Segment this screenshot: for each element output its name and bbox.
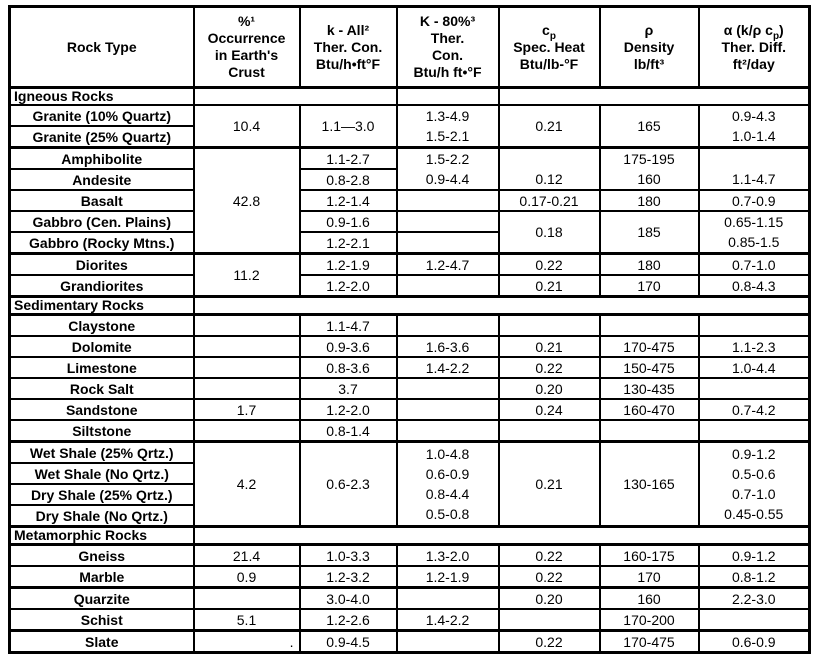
cell-line: 1.0-1.4 (731, 128, 776, 144)
value-cell: 0.20 (499, 588, 600, 610)
rock-name-cell: Gneiss (10, 545, 194, 567)
col-header-occurrence (194, 7, 300, 88)
cell-line: 1.5-2.1 (425, 128, 470, 144)
value-cell: 0.9-1.6 (300, 211, 397, 232)
value-cell: 160-175 (600, 545, 699, 567)
value-cell: 1.2-4.7 (397, 254, 499, 276)
value-cell: 1.4-2.2 (397, 609, 499, 631)
value-cell: 1.2-3.2 (300, 566, 397, 588)
col-header-density (600, 7, 699, 88)
rock-name-cell: Wet Shale (25% Qrtz.) (10, 442, 194, 464)
value-cell: 170 (600, 566, 699, 588)
value-cell (397, 631, 499, 653)
value-cell (397, 588, 499, 610)
header-line: Rock Type (66, 38, 137, 55)
header-line: Con. (431, 47, 464, 63)
rock-name-cell: Dry Shale (No Qrtz.) (10, 505, 194, 527)
header-line: lb/ft³ (633, 55, 665, 72)
cell-line: 1.3-4.9 (425, 108, 470, 124)
value-cell (194, 315, 300, 337)
cell-line: 0.45-0.55 (724, 506, 784, 522)
value-cell (699, 148, 810, 191)
col-header-thermal-diffusivity (699, 7, 810, 88)
value-cell: 1.2-1.9 (300, 254, 397, 276)
value-cell: 0.8-1.2 (699, 566, 810, 588)
row-marble (10, 566, 810, 588)
value-cell (194, 588, 300, 610)
col-header-rock-type (10, 7, 194, 88)
value-cell: 0.22 (499, 631, 600, 653)
value-cell (397, 442, 499, 527)
value-cell: . (194, 631, 300, 653)
rock-name-cell: Rock Salt (10, 378, 194, 399)
cell-line: 0.9-1.2 (731, 446, 776, 462)
value-cell: 1.1-2.7 (300, 148, 397, 170)
value-cell (499, 420, 600, 442)
cell-line: 0.7-1.0 (731, 486, 776, 502)
value-cell: 0.8-3.6 (300, 357, 397, 378)
value-cell: 180 (600, 254, 699, 276)
value-cell (699, 378, 810, 399)
subscript: p (772, 30, 780, 42)
cell-line (500, 149, 599, 169)
row-rock-salt (10, 378, 810, 399)
value-cell: 42.8 (194, 148, 300, 254)
value-cell: 0.9-1.2 (699, 545, 810, 567)
row-section-sedimentary (10, 297, 810, 315)
row-sandstone (10, 399, 810, 420)
value-cell: 1.2-2.0 (300, 275, 397, 297)
rock-name-cell: Slate (10, 631, 194, 653)
subscript: p (549, 30, 556, 42)
value-cell (699, 442, 810, 527)
rock-name-cell: Dolomite (10, 336, 194, 357)
header-line: $c_p$ (542, 21, 556, 42)
row-limestone (10, 357, 810, 378)
header-line: %¹ (237, 13, 256, 29)
value-cell: 21.4 (194, 545, 300, 567)
cell-line: 0.85-1.5 (728, 234, 780, 250)
rock-name-cell: Schist (10, 609, 194, 631)
value-cell (194, 88, 397, 106)
value-cell: 1.1—3.0 (300, 105, 397, 148)
value-cell (699, 105, 810, 148)
value-cell: 170-475 (600, 631, 699, 653)
value-cell: 130-435 (600, 378, 699, 399)
value-cell: 170-475 (600, 336, 699, 357)
value-cell (499, 609, 600, 631)
rock-name-cell: Andesite (10, 169, 194, 190)
value-cell (699, 420, 810, 442)
row-slate (10, 631, 810, 653)
row-claystone (10, 315, 810, 337)
value-cell (699, 211, 810, 254)
row-siltstone (10, 420, 810, 442)
cell-line (700, 149, 809, 169)
value-cell: 0.21 (499, 105, 600, 148)
row-basalt (10, 190, 810, 211)
table-header (10, 7, 810, 88)
cell-line: 1.5-2.2 (425, 151, 470, 167)
value-cell: 0.8-4.3 (699, 275, 810, 297)
header-line: Ther. Con. (313, 38, 383, 55)
value-cell: 160-470 (600, 399, 699, 420)
value-cell: 0.6-2.3 (300, 442, 397, 527)
header-line: Crust (228, 64, 265, 80)
row-gabbro-cen-plains (10, 211, 810, 232)
value-cell: 0.21 (499, 275, 600, 297)
rock-name-cell: Amphibolite (10, 148, 194, 170)
rock-name-cell: Wet Shale (No Qrtz.) (10, 463, 194, 484)
rock-name-cell: Gabbro (Rocky Mtns.) (10, 232, 194, 254)
row-quarzite (10, 588, 810, 610)
rock-name-cell: Claystone (10, 315, 194, 337)
value-cell: 0.22 (499, 566, 600, 588)
value-cell: 1.2-1.9 (397, 566, 499, 588)
value-cell: 1.2-2.1 (300, 232, 397, 254)
value-cell: 170 (600, 275, 699, 297)
header-line: in Earth's (214, 47, 279, 63)
cell-line: 0.12 (535, 171, 563, 187)
value-cell (397, 105, 499, 148)
value-cell: 170-200 (600, 609, 699, 631)
cell-line: 0.5-0.8 (425, 506, 470, 522)
col-header-k-80 (397, 7, 499, 88)
value-cell: 0.22 (499, 254, 600, 276)
value-cell: 0.22 (499, 545, 600, 567)
rock-name-cell: Grandiorites (10, 275, 194, 297)
value-cell: 1.2-2.6 (300, 609, 397, 631)
header-line: K - 80%³ (419, 13, 476, 29)
section-label-cell: Metamorphic Rocks (10, 527, 194, 545)
value-cell (397, 275, 499, 297)
value-cell (194, 378, 300, 399)
row-section-igneous (10, 88, 810, 106)
cell-line: 1.1-4.7 (731, 171, 776, 187)
value-cell: 0.22 (499, 357, 600, 378)
value-cell: 0.17-0.21 (499, 190, 600, 211)
value-cell: 0.6-0.9 (699, 631, 810, 653)
row-diorites (10, 254, 810, 276)
value-cell: 1.0-4.4 (699, 357, 810, 378)
value-cell: 1.2-1.4 (300, 190, 397, 211)
header-row (10, 7, 810, 88)
value-cell: 0.20 (499, 378, 600, 399)
rock-name-cell: Limestone (10, 357, 194, 378)
value-cell (499, 315, 600, 337)
value-cell (699, 609, 810, 631)
row-grandiorites (10, 275, 810, 297)
rock-name-cell: Granite (10% Quartz) (10, 105, 194, 126)
rock-thermal-properties-table (8, 5, 811, 654)
row-wet-shale-25-qrtz (10, 442, 810, 464)
value-cell: 1.1-4.7 (300, 315, 397, 337)
value-cell: 2.2-3.0 (699, 588, 810, 610)
value-cell (194, 527, 810, 545)
header-line: Density (623, 38, 675, 55)
value-cell: 1.0-3.3 (300, 545, 397, 567)
value-cell: 1.6-3.6 (397, 336, 499, 357)
value-cell (397, 399, 499, 420)
rock-name-cell: Siltstone (10, 420, 194, 442)
row-granite-10-quartz (10, 105, 810, 126)
value-cell: 1.3-2.0 (397, 545, 499, 567)
value-cell: 3.0-4.0 (300, 588, 397, 610)
value-cell: 5.1 (194, 609, 300, 631)
header-line: ft²/day (732, 55, 775, 72)
value-cell (397, 190, 499, 211)
value-cell: 180 (600, 190, 699, 211)
col-header-spec-heat (499, 7, 600, 88)
value-cell: 0.21 (499, 442, 600, 527)
header-line: ρ (644, 21, 654, 38)
cell-line: 0.6-0.9 (425, 466, 470, 482)
value-cell: 0.8-1.4 (300, 420, 397, 442)
value-cell (194, 336, 300, 357)
value-cell: 0.7-0.9 (699, 190, 810, 211)
row-section-metamorphic (10, 527, 810, 545)
value-cell: 0.9 (194, 566, 300, 588)
value-cell (600, 420, 699, 442)
value-cell (397, 420, 499, 442)
value-cell: 165 (600, 105, 699, 148)
header-line: Btu/h•ft°F (315, 55, 381, 72)
value-cell: 0.7-4.2 (699, 399, 810, 420)
header-line: α (k/ρ $c_p$) (723, 21, 784, 42)
value-cell: 0.7-1.0 (699, 254, 810, 276)
col-header-k-all (300, 7, 397, 88)
value-cell: 130-165 (600, 442, 699, 527)
section-label-cell: Igneous Rocks (10, 88, 194, 106)
cell-line: 0.9-4.3 (731, 108, 776, 124)
row-amphibolite (10, 148, 810, 170)
value-cell (600, 315, 699, 337)
value-cell: 11.2 (194, 254, 300, 297)
value-cell (699, 315, 810, 337)
header-line: Ther. (430, 30, 465, 46)
row-dolomite (10, 336, 810, 357)
value-cell (397, 232, 499, 254)
rock-name-cell: Marble (10, 566, 194, 588)
value-cell (397, 211, 499, 232)
row-gneiss (10, 545, 810, 567)
cell-line: 0.5-0.6 (731, 466, 776, 482)
cell-line: 1.0-4.8 (425, 446, 470, 462)
value-cell: 4.2 (194, 442, 300, 527)
value-cell (397, 315, 499, 337)
value-cell (194, 420, 300, 442)
rock-name-cell: Basalt (10, 190, 194, 211)
value-cell: 0.9-4.5 (300, 631, 397, 653)
value-cell: 1.1-2.3 (699, 336, 810, 357)
value-cell: 160 (600, 588, 699, 610)
rock-name-cell: Granite (25% Quartz) (10, 126, 194, 148)
value-cell (194, 297, 810, 315)
value-cell: 0.18 (499, 211, 600, 254)
section-label-cell: Sedimentary Rocks (10, 297, 194, 315)
value-cell: 0.8-2.8 (300, 169, 397, 190)
value-cell: 1.4-2.2 (397, 357, 499, 378)
header-line: Occurrence (207, 30, 286, 46)
header-line: Btu/h ft•°F (413, 64, 482, 80)
value-cell (397, 378, 499, 399)
cell-line: 0.8-4.4 (425, 486, 470, 502)
rock-name-cell: Dry Shale (25% Qrtz.) (10, 484, 194, 505)
value-cell: 150-475 (600, 357, 699, 378)
header-line: Spec. Heat (513, 38, 585, 55)
cell-line: 175-195 (623, 151, 675, 167)
rock-name-cell: Diorites (10, 254, 194, 276)
rock-name-cell: Gabbro (Cen. Plains) (10, 211, 194, 232)
value-cell: 185 (600, 211, 699, 254)
value-cell (194, 357, 300, 378)
row-schist (10, 609, 810, 631)
rock-name-cell: Quarzite (10, 588, 194, 610)
header-line: k - All² (326, 21, 370, 38)
value-cell: 1.2-2.0 (300, 399, 397, 420)
value-cell (397, 148, 499, 191)
cell-line: 0.65-1.15 (724, 214, 784, 230)
value-cell: 0.24 (499, 399, 600, 420)
cell-line: 0.9-4.4 (425, 171, 470, 187)
cell-line: 160 (637, 171, 661, 187)
value-cell: 1.7 (194, 399, 300, 420)
header-line: Ther. Diff. (721, 38, 787, 55)
value-cell (600, 148, 699, 191)
value-cell: 0.9-3.6 (300, 336, 397, 357)
value-cell (499, 148, 600, 191)
rock-table-body (10, 88, 810, 653)
value-cell: 0.21 (499, 336, 600, 357)
header-line: Btu/lb-°F (519, 55, 579, 72)
value-cell: 10.4 (194, 105, 300, 148)
rock-name-cell: Sandstone (10, 399, 194, 420)
value-cell (499, 88, 810, 106)
value-cell (397, 88, 499, 106)
value-cell: 3.7 (300, 378, 397, 399)
